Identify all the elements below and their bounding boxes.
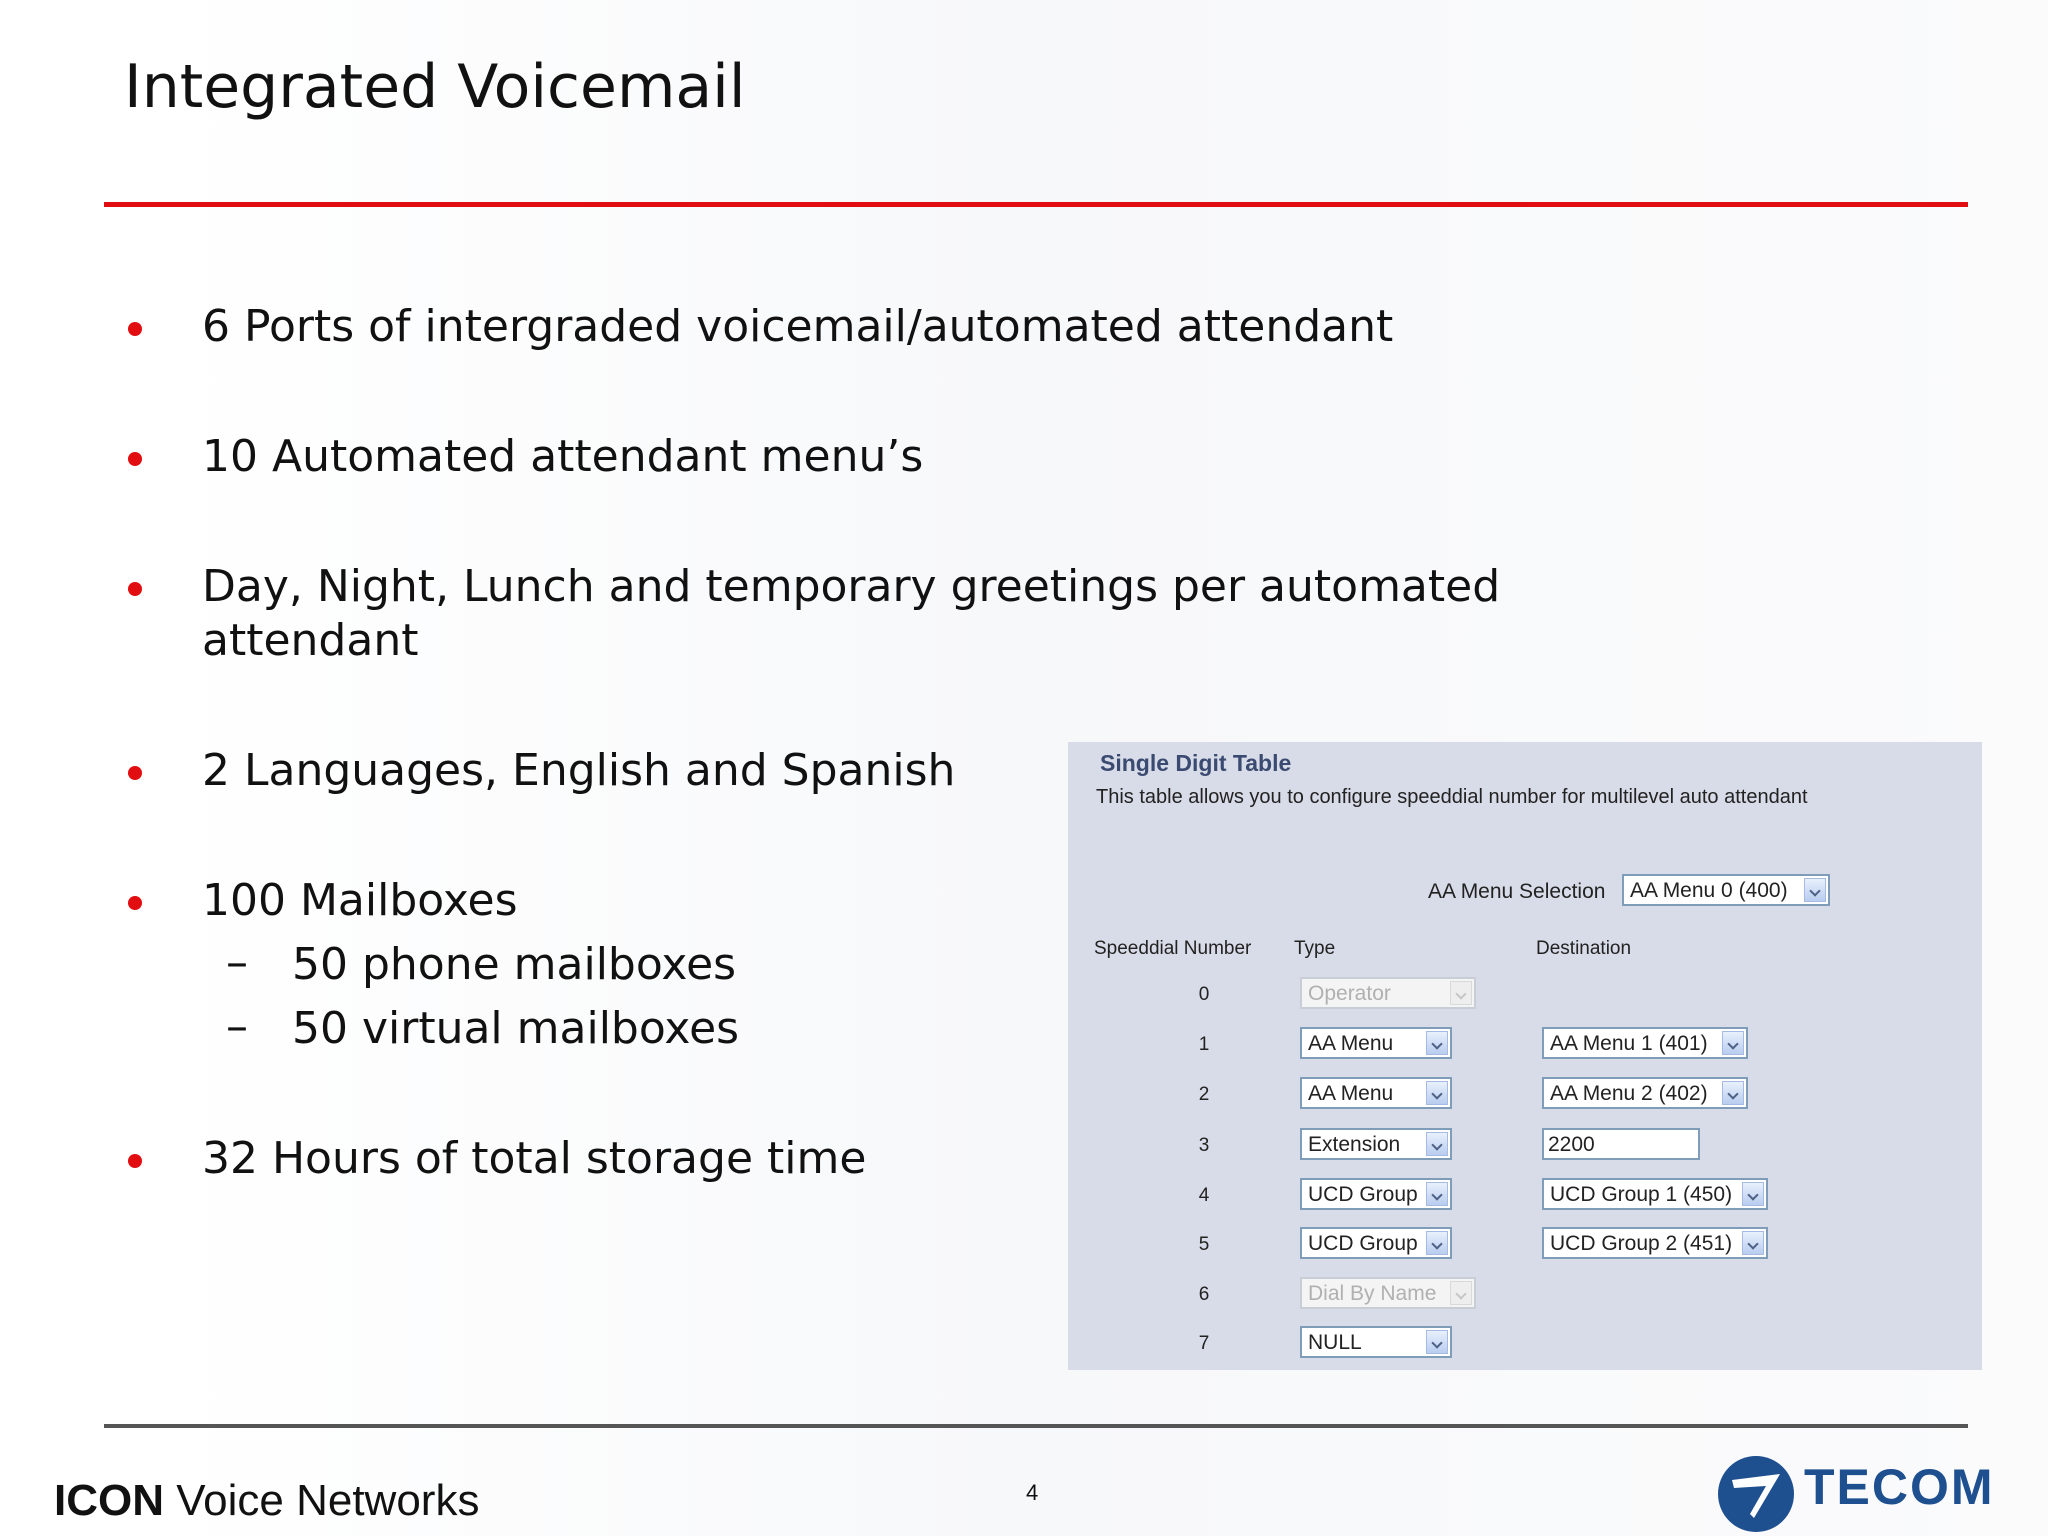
header-speeddial-number: Speeddial Number: [1094, 938, 1252, 959]
type-select-row-4[interactable]: [1300, 1178, 1452, 1210]
row-number: 1: [1198, 1034, 1210, 1055]
bullet-text: 10 Automated attendant menu’s: [202, 431, 924, 482]
chevron-down-icon: [1450, 1281, 1472, 1305]
bullet-text: 100 Mailboxes: [202, 875, 518, 926]
tecom-brand-text: TECOM: [1804, 1459, 1995, 1515]
chevron-down-icon: [1426, 1182, 1448, 1206]
type-value: Extension: [1308, 1133, 1401, 1156]
menu-selection-dropdown[interactable]: [1622, 874, 1830, 906]
chevron-down-icon: [1426, 1330, 1448, 1354]
bullet-dot: [128, 322, 142, 336]
menu-selection-value: AA Menu 0 (400): [1630, 879, 1788, 902]
row-number: 2: [1198, 1084, 1210, 1105]
chevron-down-icon: [1722, 1081, 1744, 1105]
row-number: 6: [1198, 1284, 1210, 1305]
header-destination: Destination: [1536, 938, 1632, 959]
bullet-text: Day, Night, Lunch and temporary greetings per automated: [202, 561, 1501, 612]
bullet-dot: [128, 452, 142, 466]
single-digit-table-panel: [1068, 742, 1982, 1370]
type-select-row-0[interactable]: [1300, 977, 1476, 1009]
row-number: 3: [1198, 1135, 1210, 1156]
dash-marker: –: [226, 937, 248, 988]
destination-select-row-4[interactable]: [1542, 1178, 1768, 1210]
row-number: 5: [1198, 1234, 1210, 1255]
sub-bullet-text: 50 virtual mailboxes: [292, 1003, 740, 1054]
chevron-down-icon: [1722, 1031, 1744, 1055]
row-number: 0: [1198, 984, 1210, 1005]
menu-selection-label: AA Menu Selection: [1428, 880, 1606, 903]
type-select-row-2[interactable]: [1300, 1077, 1452, 1109]
chevron-down-icon: [1742, 1182, 1764, 1206]
tecom-logo-icon: [1714, 1452, 1798, 1536]
bullet-dot: [128, 766, 142, 780]
panel-description: This table allows you to configure speeddial number for multilevel auto attendant: [1096, 786, 1808, 808]
chevron-down-icon: [1450, 981, 1472, 1005]
type-select-row-5[interactable]: [1300, 1227, 1452, 1259]
header-type: Type: [1294, 938, 1336, 959]
destination-select-row-1[interactable]: [1542, 1027, 1748, 1059]
destination-value: AA Menu 1 (401): [1550, 1032, 1708, 1055]
destination-input-row-3[interactable]: [1542, 1128, 1700, 1160]
company-name-rest: Voice Networks: [164, 1476, 480, 1525]
destination-select-row-5[interactable]: [1542, 1227, 1768, 1259]
footer-divider: [104, 1424, 1968, 1428]
type-value: Dial By Name: [1308, 1282, 1437, 1305]
type-value: UCD Group: [1308, 1232, 1418, 1255]
destination-value: AA Menu 2 (402): [1550, 1082, 1708, 1105]
chevron-down-icon: [1426, 1031, 1448, 1055]
destination-value: 2200: [1548, 1133, 1595, 1156]
chevron-down-icon: [1742, 1231, 1764, 1255]
company-name: [54, 1476, 479, 1526]
bullet-dot: [128, 1154, 142, 1168]
type-select-row-7[interactable]: [1300, 1326, 1452, 1358]
destination-value: UCD Group 2 (451): [1550, 1232, 1733, 1255]
bullet-text: 32 Hours of total storage time: [202, 1133, 867, 1184]
destination-select-row-2[interactable]: [1542, 1077, 1748, 1109]
bullet-dot: [128, 896, 142, 910]
slide-title: Integrated Voicemail: [124, 52, 746, 122]
type-value: Operator: [1308, 982, 1391, 1005]
type-select-row-1[interactable]: [1300, 1027, 1452, 1059]
destination-value: UCD Group 1 (450): [1550, 1183, 1733, 1206]
chevron-down-icon: [1426, 1231, 1448, 1255]
bullet-text: 2 Languages, English and Spanish: [202, 745, 956, 796]
page-number: 4: [1026, 1480, 1039, 1505]
company-name-bold: ICON: [54, 1476, 164, 1525]
row-number: 4: [1198, 1185, 1210, 1206]
type-select-row-3[interactable]: [1300, 1128, 1452, 1160]
bullet-dot: [128, 582, 142, 596]
type-value: AA Menu: [1308, 1082, 1394, 1105]
dash-marker: –: [226, 1001, 248, 1052]
panel-title: Single Digit Table: [1100, 750, 1292, 776]
title-divider: [104, 202, 1968, 207]
chevron-down-icon: [1426, 1132, 1448, 1156]
sub-bullet-text: 50 phone mailboxes: [292, 939, 737, 990]
type-value: AA Menu: [1308, 1032, 1394, 1055]
type-select-row-6[interactable]: [1300, 1277, 1476, 1309]
type-value: UCD Group: [1308, 1183, 1418, 1206]
type-value: NULL: [1308, 1331, 1362, 1354]
bullet-text: attendant: [202, 615, 419, 666]
bullet-text: 6 Ports of intergraded voicemail/automated attendant: [202, 301, 1394, 352]
chevron-down-icon: [1804, 878, 1826, 902]
row-number: 7: [1198, 1333, 1210, 1354]
chevron-down-icon: [1426, 1081, 1448, 1105]
